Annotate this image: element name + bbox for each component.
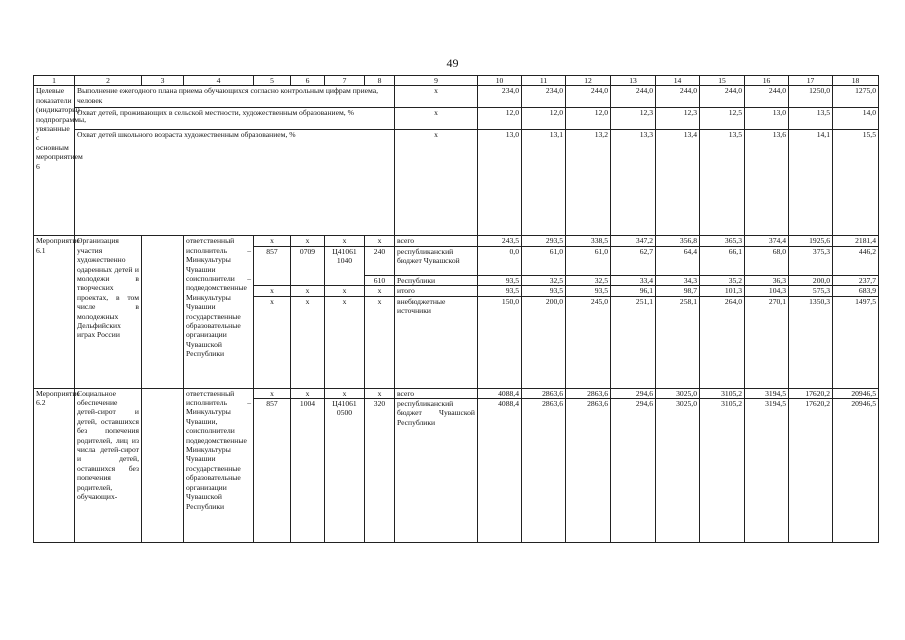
table-cell: 12,3 [656, 108, 700, 130]
table-cell: 93,5 [478, 286, 522, 296]
col-header: 16 [745, 76, 789, 86]
col-header: 15 [700, 76, 745, 86]
measure-name: Организация участия художественно одаренных детей и молодежи в творческих проектах, в том числе в молодежных Дельфийских играх России [75, 236, 142, 388]
code-cell: 1004 [291, 399, 325, 543]
table-cell: 234,0 [478, 86, 522, 108]
code-cell: x [254, 296, 291, 388]
table-row [34, 236, 879, 246]
table-cell: 3105,2 [700, 399, 745, 543]
measure-name: Социальное обеспечение детей-сирот и детей, оставшихся без попечения родителей, лиц из числа детей-сирот и детей, оставшихся без попечения родителей, обучающих- [75, 388, 142, 542]
table-cell: 13,5 [789, 108, 833, 130]
code-cell: x [365, 296, 395, 388]
table-cell: 13,1 [522, 130, 566, 236]
table-row [34, 388, 879, 398]
indicator-text: Охват детей школьного возраста художественным образованием, % [75, 130, 395, 236]
table-cell: 3025,0 [656, 388, 700, 398]
table-cell: 200,0 [522, 296, 566, 388]
table-cell: 12,5 [700, 108, 745, 130]
table-cell: 2863,6 [522, 388, 566, 398]
table-cell: 347,2 [611, 236, 656, 246]
col-header: 4 [184, 76, 254, 86]
table-cell: 98,7 [656, 286, 700, 296]
table-cell: 3194,5 [745, 399, 789, 543]
col-header: 11 [522, 76, 566, 86]
code-cell: x [291, 296, 325, 388]
col-header: 18 [833, 76, 879, 86]
source-cell: республиканский бюджет Чувашской [395, 246, 478, 275]
source-cell: итого [395, 286, 478, 296]
table-cell: 32,5 [566, 275, 611, 285]
table-cell: 101,3 [700, 286, 745, 296]
table-row [34, 86, 879, 108]
table-cell: 96,1 [611, 286, 656, 296]
table-cell: 2863,6 [522, 399, 566, 543]
source-cell: республиканский бюджет Чувашской Республики [395, 399, 478, 543]
program-table [33, 75, 879, 543]
table-cell: 245,0 [566, 296, 611, 388]
table-cell: 683,9 [833, 286, 879, 296]
table-cell: 13,0 [745, 108, 789, 130]
table-cell: 15,5 [833, 130, 879, 236]
table-cell: 62,7 [611, 246, 656, 275]
table-cell: 13,3 [611, 130, 656, 236]
table-cell: 68,0 [745, 246, 789, 275]
table-cell: 93,5 [566, 286, 611, 296]
table-cell: 1497,5 [833, 296, 879, 388]
table-cell: 34,3 [656, 275, 700, 285]
code-cell: x [254, 236, 291, 246]
table-cell: 13,6 [745, 130, 789, 236]
table-cell: 150,0 [478, 296, 522, 388]
table-cell: 234,0 [522, 86, 566, 108]
table-cell: 575,3 [789, 286, 833, 296]
measure-executors: ответственный исполнитель – Минкультуры Чувашии, соисполнители подведомственные Минкультуры Чувашии государственные образовательные организации Чувашской Республики [184, 388, 254, 542]
table-cell: 1350,3 [789, 296, 833, 388]
table-cell: 1250,0 [789, 86, 833, 108]
col-header: 8 [365, 76, 395, 86]
table-cell: 258,1 [656, 296, 700, 388]
table-cell: 61,0 [566, 246, 611, 275]
code-cell: 320 [365, 399, 395, 543]
table-cell: 4088,4 [478, 388, 522, 398]
table-row [34, 130, 879, 236]
table-cell: 270,1 [745, 296, 789, 388]
source-cell: всего [395, 388, 478, 398]
table-cell: 33,4 [611, 275, 656, 285]
table-cell: 64,4 [656, 246, 700, 275]
table-cell: 1925,6 [789, 236, 833, 246]
table-cell: 13,0 [478, 130, 522, 236]
col-header: 1 [34, 76, 75, 86]
table-cell: 293,5 [522, 236, 566, 246]
table-cell: 93,5 [522, 286, 566, 296]
table-cell: 237,7 [833, 275, 879, 285]
col-header: 9 [395, 76, 478, 86]
col-header: 3 [142, 76, 184, 86]
code-cell: x [325, 286, 365, 296]
table-cell: 365,3 [700, 236, 745, 246]
table-cell: 251,1 [611, 296, 656, 388]
table-cell: 13,2 [566, 130, 611, 236]
table-cell: 66,1 [700, 246, 745, 275]
table-cell: 244,0 [700, 86, 745, 108]
table-cell: 13,5 [700, 130, 745, 236]
col-header: 13 [611, 76, 656, 86]
table-cell: 4088,4 [478, 399, 522, 543]
code-cell: 0709 [291, 246, 325, 285]
code-cell: x [254, 286, 291, 296]
table-cell: 104,3 [745, 286, 789, 296]
table-cell: 375,3 [789, 246, 833, 275]
table-cell: 294,6 [611, 388, 656, 398]
table-cell: 14,0 [833, 108, 879, 130]
table-cell: 14,1 [789, 130, 833, 236]
table-cell: 12,0 [478, 108, 522, 130]
table-cell: 20946,5 [833, 399, 879, 543]
table-row [34, 108, 879, 130]
code-cell: x [254, 388, 291, 398]
table-cell: 244,0 [611, 86, 656, 108]
table-cell [142, 236, 184, 388]
code-cell: x [325, 296, 365, 388]
table-cell: 294,6 [611, 399, 656, 543]
code-cell: x [365, 286, 395, 296]
table-cell: 446,2 [833, 246, 879, 275]
code-cell: 610 [365, 275, 395, 285]
table-cell: 2863,6 [566, 399, 611, 543]
table-cell: 374,4 [745, 236, 789, 246]
table-cell: 35,2 [700, 275, 745, 285]
table-cell: 12,3 [611, 108, 656, 130]
table-cell: 32,5 [522, 275, 566, 285]
table-cell: 17620,2 [789, 388, 833, 398]
measure-label: Мероприятие 6.2 [34, 388, 75, 542]
measure-label: Мероприятие 6.1 [34, 236, 75, 388]
table-cell: 264,0 [700, 296, 745, 388]
table-cell: 3025,0 [656, 399, 700, 543]
table-cell: 12,0 [566, 108, 611, 130]
table-cell: 3105,2 [700, 388, 745, 398]
indicator-x: x [395, 86, 478, 108]
indicator-x: x [395, 130, 478, 236]
table-cell: 20946,5 [833, 388, 879, 398]
indicator-text: Охват детей, проживающих в сельской местности, художественным образованием, % [75, 108, 395, 130]
indicator-x: x [395, 108, 478, 130]
code-cell: x [291, 236, 325, 246]
code-cell: 857 [254, 399, 291, 543]
table-cell: 356,8 [656, 236, 700, 246]
table-cell: 17620,2 [789, 399, 833, 543]
col-header: 10 [478, 76, 522, 86]
col-header: 5 [254, 76, 291, 86]
table-cell: 244,0 [566, 86, 611, 108]
table-cell: 338,5 [566, 236, 611, 246]
targets-label: Целевые показатели (индикаторы) подпрограммы, увязанные с основным мероприятием 6 [34, 86, 75, 236]
page-number: 49 [446, 56, 459, 70]
col-header: 17 [789, 76, 833, 86]
source-cell: внебюджетные источники [395, 296, 478, 388]
table-cell: 2863,6 [566, 388, 611, 398]
indicator-text: Выполнение ежегодного плана приема обучающихся согласно контрольным цифрам приема, человек [75, 86, 395, 108]
code-cell: x [291, 286, 325, 296]
table-cell: 13,4 [656, 130, 700, 236]
header-row [34, 76, 879, 86]
table-cell: 0,0 [478, 246, 522, 275]
col-header: 2 [75, 76, 142, 86]
table-cell: 2181,4 [833, 236, 879, 246]
table-cell: 200,0 [789, 275, 833, 285]
table-cell: 12,0 [522, 108, 566, 130]
measure-executors: ответственный исполнитель – Минкультуры Чувашии соисполнители – подведомственные Минкультуры Чувашии государственные образовательные организации Чувашской Республики [184, 236, 254, 388]
table-cell: 1275,0 [833, 86, 879, 108]
source-cell: Республики [395, 275, 478, 285]
code-cell: x [365, 388, 395, 398]
code-cell: x [325, 236, 365, 246]
col-header: 6 [291, 76, 325, 86]
code-cell: 857 [254, 246, 291, 285]
table-cell: 244,0 [656, 86, 700, 108]
table-cell: 244,0 [745, 86, 789, 108]
col-header: 14 [656, 76, 700, 86]
code-cell: x [325, 388, 365, 398]
code-cell: Ц41061 0500 [325, 399, 365, 543]
code-cell: 240 [365, 246, 395, 275]
code-cell: Ц41061 1040 [325, 246, 365, 285]
table-cell: 36,3 [745, 275, 789, 285]
code-cell: x [365, 236, 395, 246]
table-cell: 61,0 [522, 246, 566, 275]
table-cell: 243,5 [478, 236, 522, 246]
table-cell: 93,5 [478, 275, 522, 285]
table-cell: 3194,5 [745, 388, 789, 398]
col-header: 7 [325, 76, 365, 86]
code-cell: x [291, 388, 325, 398]
source-cell: всего [395, 236, 478, 246]
table-cell [142, 388, 184, 542]
col-header: 12 [566, 76, 611, 86]
